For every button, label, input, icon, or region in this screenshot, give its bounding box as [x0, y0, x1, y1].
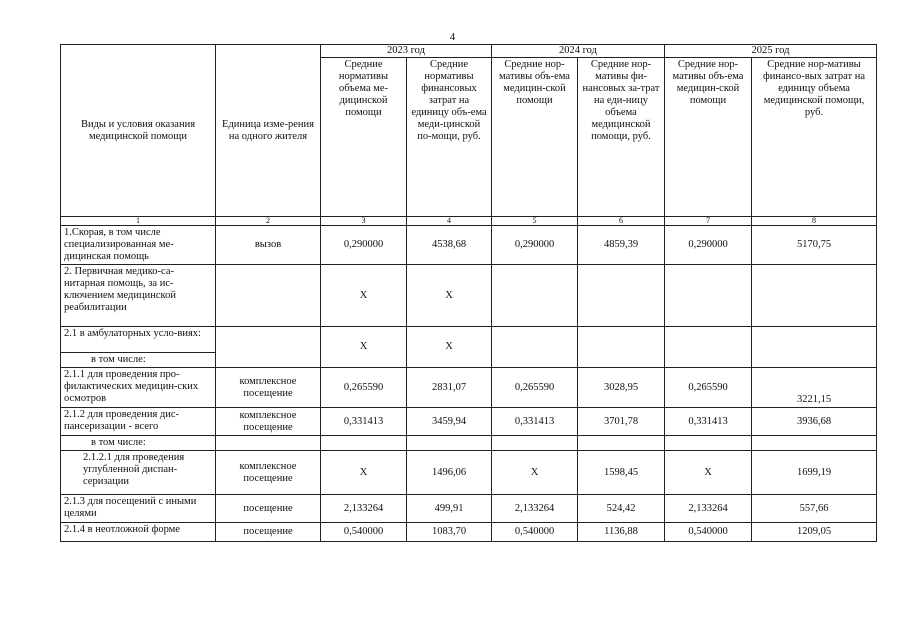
cell-2023-volume: 0,331413	[321, 408, 407, 436]
cell-2024-finance: 4859,39	[578, 226, 665, 265]
cell-2025-volume: 0,540000	[665, 523, 752, 542]
cell-2024-volume	[492, 327, 578, 368]
row-name: 1.Скорая, в том числе специализированная ме-дицинская помощь	[61, 226, 216, 265]
row-name: 2. Первичная медико-са-нитарная помощь, за ис-ключением медицинской реабилитации	[61, 265, 216, 327]
cell-2025-volume: 2,133264	[665, 495, 752, 523]
header-year-2024: 2024 год	[492, 45, 665, 58]
cell-2025-volume: 0,290000	[665, 226, 752, 265]
cell-2024-volume: 0,265590	[492, 368, 578, 408]
cell-2025-volume: 0,331413	[665, 408, 752, 436]
table-row	[61, 495, 877, 523]
cell-2023-volume: 0,265590	[321, 368, 407, 408]
row-name: 2.1.2 для проведения дис-пансеризации - всего	[61, 408, 216, 436]
cell-2023-finance: 3459,94	[407, 408, 492, 436]
row-unit: посещение	[216, 495, 321, 523]
table-row	[61, 265, 877, 327]
header-2025-finance: Средние нор-мативы финансо-вых затрат на единицу объема медицинской помощи, руб.	[752, 58, 877, 217]
cell-2023-finance: 499,91	[407, 495, 492, 523]
cell-2024-finance: 1136,88	[578, 523, 665, 542]
table-row	[61, 451, 877, 495]
row-name: 2.1 в амбулаторных усло-виях:	[61, 327, 216, 353]
medical-care-norms-table	[60, 44, 877, 542]
cell-2025-finance: 3221,15	[752, 368, 877, 408]
cell-2023-volume: 0,290000	[321, 226, 407, 265]
cell-2023-finance: 2831,07	[407, 368, 492, 408]
table-row	[61, 523, 877, 542]
cell-2025-finance: 1209,05	[752, 523, 877, 542]
header-2023-volume: Средние нормативы объема ме-дицинской помощи	[321, 58, 407, 217]
header-2024-finance: Средние нор-мативы фи-нансовых за-трат на еди-ницу объема медицинской помощи, руб.	[578, 58, 665, 217]
row-unit: комплексное посещение	[216, 368, 321, 408]
cell-2024-volume: 0,290000	[492, 226, 578, 265]
column-number: 1	[61, 217, 216, 226]
column-number-row	[61, 217, 877, 226]
header-unit: Единица изме-рения на одного жителя	[216, 45, 321, 217]
cell-2025-volume: 0,265590	[665, 368, 752, 408]
cell-2025-volume	[665, 327, 752, 368]
row-unit: комплексное посещение	[216, 451, 321, 495]
table-row	[61, 436, 877, 451]
header-2024-volume: Средние нор-мативы объ-ема медицин-ской помощи	[492, 58, 578, 217]
header-2023-finance: Средние нормативы финансовых затрат на единицу объ-ема меди-цинской по-мощи, руб.	[407, 58, 492, 217]
column-number: 2	[216, 217, 321, 226]
cell-2025-volume: X	[665, 451, 752, 495]
cell-2025-finance: 3936,68	[752, 408, 877, 436]
cell-2023-finance: 1083,70	[407, 523, 492, 542]
table-row	[61, 368, 877, 408]
cell-2024-volume: X	[492, 451, 578, 495]
cell-2023-finance: 4538,68	[407, 226, 492, 265]
page-number: 4	[449, 31, 456, 43]
cell-2024-finance	[578, 327, 665, 368]
cell-2023-volume: 2,133264	[321, 495, 407, 523]
column-number: 7	[665, 217, 752, 226]
cell-2025-volume	[665, 265, 752, 327]
cell-2024-volume	[492, 265, 578, 327]
table-row	[61, 226, 877, 265]
column-number: 8	[752, 217, 877, 226]
cell-2025-finance: 557,66	[752, 495, 877, 523]
cell-2024-finance: 3028,95	[578, 368, 665, 408]
cell-2024-volume: 2,133264	[492, 495, 578, 523]
column-number: 5	[492, 217, 578, 226]
row-subheading: в том числе:	[61, 436, 216, 451]
row-unit: посещение	[216, 523, 321, 542]
table-row	[61, 327, 877, 353]
cell-2024-finance: 1598,45	[578, 451, 665, 495]
table-row	[61, 408, 877, 436]
row-unit	[216, 265, 321, 327]
row-name: 2.1.3 для посещений с иными целями	[61, 495, 216, 523]
header-year-2023: 2023 год	[321, 45, 492, 58]
header-care-types: Виды и условия оказания медицинской помощи	[61, 45, 216, 217]
cell-2023-volume: X	[321, 451, 407, 495]
header-year-2025: 2025 год	[665, 45, 877, 58]
row-name: 2.1.1 для проведения про-филактических медицин-ских осмотров	[61, 368, 216, 408]
row-name: 2.1.4 в неотложной форме	[61, 523, 216, 542]
cell-2024-finance: 3701,78	[578, 408, 665, 436]
row-name: 2.1.2.1 для проведения углубленной диспан-серизации	[61, 451, 216, 495]
cell-2025-finance	[752, 265, 877, 327]
cell-2024-finance: 524,42	[578, 495, 665, 523]
row-subheading: в том числе:	[61, 353, 216, 368]
cell-2023-finance: X	[407, 265, 492, 327]
cell-2023-finance: X	[407, 327, 492, 368]
row-unit	[216, 327, 321, 368]
cell-2024-finance	[578, 265, 665, 327]
column-number: 3	[321, 217, 407, 226]
cell-2023-volume: X	[321, 265, 407, 327]
cell-2024-volume: 0,331413	[492, 408, 578, 436]
cell-2025-finance: 1699,19	[752, 451, 877, 495]
row-unit: вызов	[216, 226, 321, 265]
header-2025-volume: Средние нор-мативы объ-ема медицин-ской помощи	[665, 58, 752, 217]
cell-2023-volume: 0,540000	[321, 523, 407, 542]
cell-2023-volume: X	[321, 327, 407, 368]
cell-2025-finance	[752, 327, 877, 368]
cell-2025-finance: 5170,75	[752, 226, 877, 265]
column-number: 4	[407, 217, 492, 226]
row-unit: комплексное посещение	[216, 408, 321, 436]
column-number: 6	[578, 217, 665, 226]
cell-2024-volume: 0,540000	[492, 523, 578, 542]
cell-2023-finance: 1496,06	[407, 451, 492, 495]
